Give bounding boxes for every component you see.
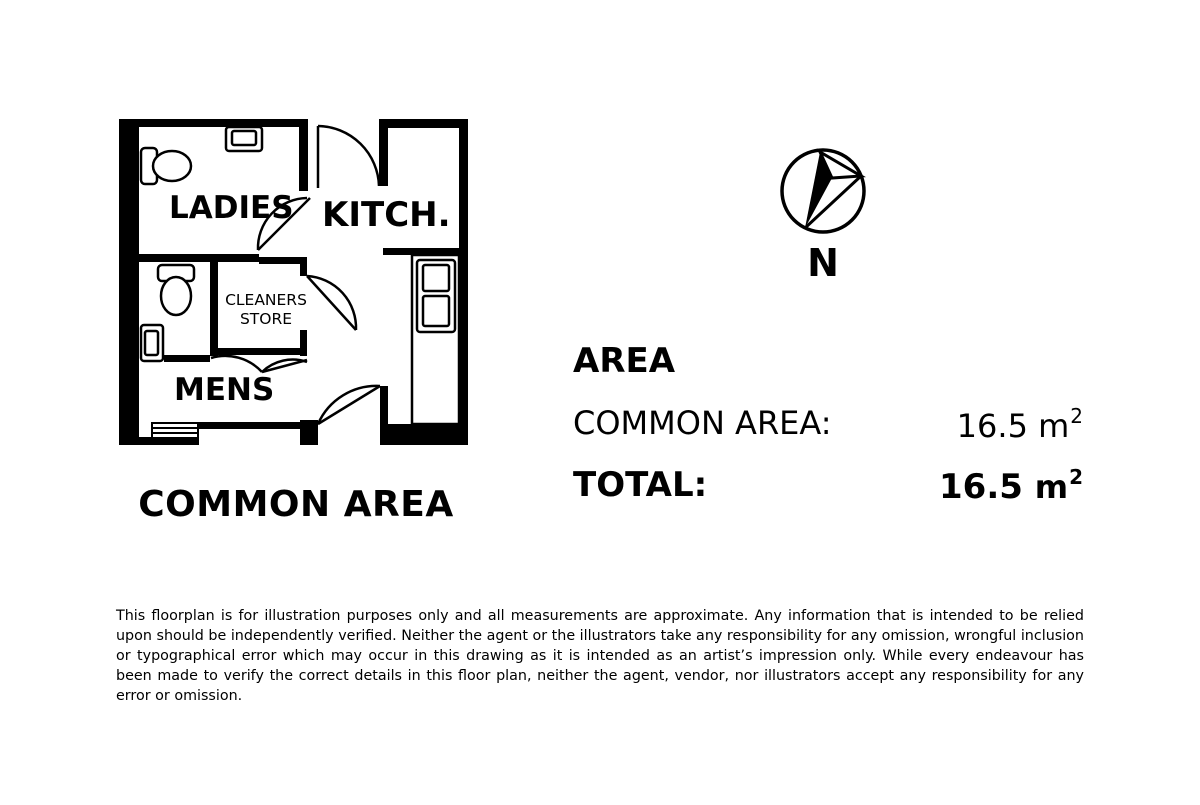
plan-title: COMMON AREA: [138, 484, 454, 525]
door-cleaners-store: [307, 276, 356, 330]
area-value-number: 16.5: [956, 407, 1028, 445]
wall-store-west: [210, 262, 218, 356]
area-value-number: 16.5: [939, 467, 1023, 507]
door-entry-south: [318, 386, 380, 424]
room-label-cleaners: CLEANERS: [225, 291, 307, 309]
area-unit-exponent: 2: [1070, 404, 1083, 428]
wall-store-east-top: [300, 262, 307, 276]
area-value-unit: [1038, 404, 1083, 445]
area-row-label: TOTAL:: [573, 465, 708, 505]
compass-north-label: N: [807, 241, 839, 285]
area-row-common: [573, 404, 1083, 448]
room-label-mens: MENS: [174, 372, 275, 408]
wall-kitchen-jamb: [379, 119, 388, 186]
mens-toilet: [158, 265, 194, 315]
wall-mens-north: [164, 355, 210, 362]
ladies-basin: [226, 127, 262, 151]
wall-north-ladies: [119, 119, 307, 127]
area-unit-exponent: 2: [1069, 465, 1083, 489]
wall-store-north: [259, 257, 307, 264]
wall-south-east: [380, 424, 468, 445]
wall-store-south: [210, 348, 307, 355]
area-row-value: [957, 404, 1083, 445]
wall-mens-south: [197, 422, 307, 429]
wall-west: [119, 119, 139, 445]
kitchen-sink: [417, 260, 455, 332]
door-mens: [211, 356, 307, 372]
disclaimer-text: This floorplan is for illustration purposes only and all measurements are approximate. Any information that is intended to be relied upon should be independently verified. Neither the agent or the illustrators take any responsibility for any omission, wrongful inclusion or typographical error which may occur in this drawing as it is intended as an artist’s impression only. While every endeavour has been made to verify the correct details in this floor plan, neither the agent, vendor, nor illustrators accept any responsibility for any error or omission.: [116, 608, 1084, 704]
ladies-toilet: [141, 148, 191, 184]
room-label-ladies: LADIES: [169, 190, 294, 226]
door-kitchen-north: [318, 126, 379, 188]
area-row-value: [939, 465, 1083, 507]
wall-south-jamb: [300, 420, 318, 445]
area-heading: AREA: [573, 341, 676, 381]
area-row-total: [573, 465, 1083, 509]
area-value-unit: [1034, 465, 1083, 506]
mens-basin: [141, 325, 163, 361]
wall-ladies-east: [299, 119, 308, 191]
wall-north-kitchen: [379, 119, 467, 128]
room-label-kitchen: KITCH.: [322, 195, 451, 235]
north-arrow-icon: [782, 150, 864, 232]
room-label-store: STORE: [239, 310, 293, 328]
area-unit-base: m: [1038, 407, 1070, 445]
wall-east: [459, 119, 468, 445]
area-row-label: COMMON AREA:: [573, 404, 832, 442]
area-unit-base: m: [1034, 468, 1069, 506]
wall-ladies-south: [119, 254, 259, 262]
wall-south-east-jamb: [380, 386, 388, 426]
window: [152, 423, 198, 438]
